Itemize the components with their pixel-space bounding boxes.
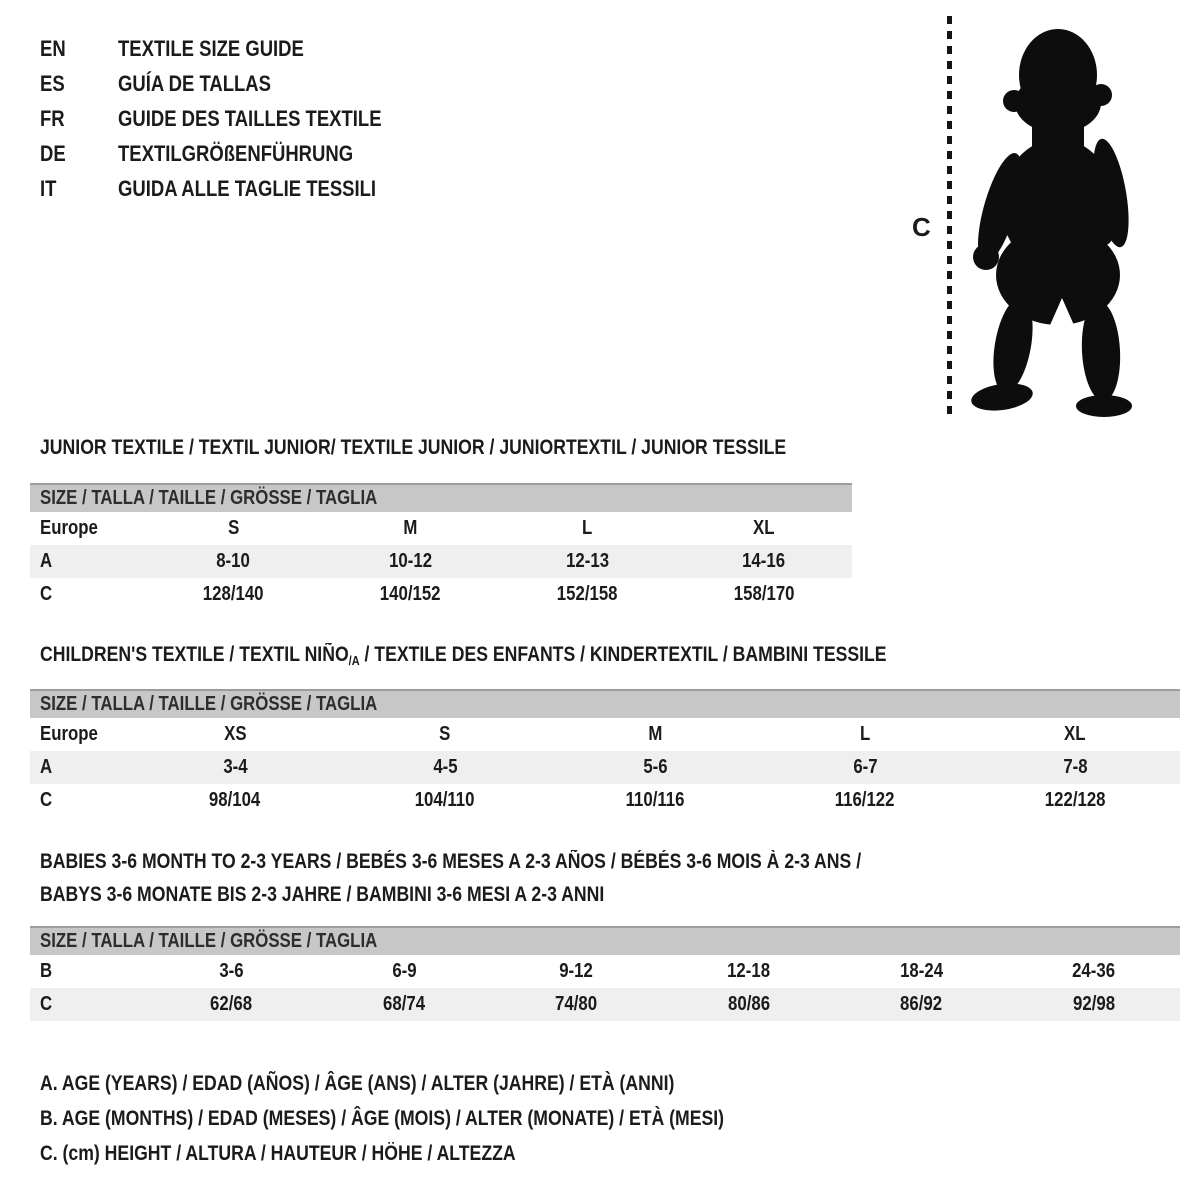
children-row-height [30,784,1180,817]
junior-section-title [40,436,928,460]
lang-label-es: GUÍA DE TALLAS [118,70,271,96]
row-label: A [40,550,53,572]
table-cell: 6-7 [852,756,878,778]
children-row-europe [30,718,1180,751]
children-title-part2: / TEXTILE DES ENFANTS / KINDERTEXTIL / BAMBINI TESSILE [359,643,887,666]
children-title-part1: CHILDREN'S TEXTILE / TEXTIL NIÑO [40,643,349,666]
table-cell: XL [1064,723,1086,745]
legend-line-b-text: B. AGE (MONTHS) / EDAD (MESES) / ÂGE (MOIS) / ALTER (MONATE) / ETÀ (MESI) [40,1107,725,1130]
lang-row-en [40,31,432,66]
junior-row-height [30,578,852,611]
lang-label-en: TEXTILE SIZE GUIDE [118,35,304,61]
table-cell: 86/92 [900,993,943,1015]
children-section-title-text [40,643,887,668]
children-size-header-bar [30,689,1180,718]
junior-table [30,512,852,611]
table-cell: 10-12 [389,550,432,572]
children-table [30,718,1180,817]
table-cell: 24-36 [1072,960,1116,982]
height-measure-label: C [912,212,931,242]
legend-line-a [40,1072,795,1096]
table-cell: 14-16 [742,550,786,572]
table-cell: XS [223,723,247,745]
table-cell: 122/128 [1044,789,1106,811]
table-cell: 9-12 [559,960,594,982]
lang-code-fr: FR [40,105,65,131]
table-cell: L [859,723,871,745]
lang-code-es: ES [40,70,65,96]
legend-line-c [40,1142,606,1166]
junior-row-age [30,545,852,578]
junior-size-header-bar [30,483,852,512]
table-cell: M [403,517,418,539]
table-cell: 6-9 [391,960,417,982]
children-size-header-text: SIZE / TALLA / TAILLE / GRÖSSE / TAGLIA [40,693,378,715]
lang-row-de [40,136,432,171]
table-cell: L [582,517,593,539]
row-label: Europe [40,517,98,539]
legend-line-c-text: C. (cm) HEIGHT / ALTURA / HAUTEUR / HÖHE / ALTEZZA [40,1142,516,1165]
table-cell: 92/98 [1072,993,1116,1015]
table-cell: S [227,517,240,539]
babies-section-title-line1 [40,850,1018,874]
table-cell: M [647,723,662,745]
row-label: B [40,960,53,982]
table-cell: 116/122 [835,789,895,811]
table-cell: 74/80 [555,993,598,1015]
row-label: C [40,789,53,811]
table-cell: 3-4 [222,756,248,778]
junior-section-title-text: JUNIOR TEXTILE / TEXTIL JUNIOR/ TEXTILE JUNIOR / JUNIORTEXTIL / JUNIOR TESSILE [40,436,787,459]
table-cell: 80/86 [727,993,771,1015]
junior-size-header-text: SIZE / TALLA / TAILLE / GRÖSSE / TAGLIA [40,487,378,509]
junior-size-table [30,483,852,611]
junior-row-europe [30,512,852,545]
lang-label-de: TEXTILGRÖßENFÜHRUNG [118,140,354,166]
toddler-silhouette-image [958,15,1143,417]
lang-code-de: DE [40,140,66,166]
lang-code-it: IT [40,175,57,201]
table-cell: 7-8 [1062,756,1088,778]
table-cell: 152/158 [557,583,618,605]
table-cell: 68/74 [382,993,426,1015]
lang-row-es [40,66,432,101]
legend-line-b [40,1107,854,1131]
babies-title-line2-text: BABYS 3-6 MONATE BIS 2-3 JAHRE / BAMBINI 3-6 MESI A 2-3 ANNI [40,883,605,906]
row-label: C [40,583,53,605]
table-cell: 62/68 [210,993,253,1015]
table-cell: 12-13 [566,550,609,572]
table-cell: 8-10 [216,550,251,572]
row-label: A [40,756,53,778]
lang-row-it [40,171,432,206]
children-size-table [30,689,1180,817]
lang-label-it: GUIDA ALLE TAGLIE TESSILI [118,175,377,201]
table-cell: S [439,723,451,745]
babies-row-months [30,955,1180,988]
children-section-title [40,643,1048,668]
table-cell: 3-6 [219,960,244,982]
table-cell: 104/110 [415,789,475,811]
row-label: C [40,993,53,1015]
table-cell: 158/170 [733,583,795,605]
table-cell: 128/140 [203,583,264,605]
children-row-age [30,751,1180,784]
table-cell: 12-18 [727,960,771,982]
legend-line-a-text: A. AGE (YEARS) / EDAD (AÑOS) / ÂGE (ANS) / ALTER (JAHRE) / ETÀ (ANNI) [40,1072,675,1095]
babies-section-title-line2 [40,883,712,907]
row-label: Europe [40,723,98,745]
babies-size-table [30,926,1180,1021]
lang-row-fr [40,101,432,136]
table-cell: 4-5 [432,756,458,778]
table-cell: 98/104 [209,789,261,811]
babies-title-line1-text: BABIES 3-6 MONTH TO 2-3 YEARS / BEBÉS 3-6 MESES A 2-3 AÑOS / BÉBÉS 3-6 MOIS À 2-3 ANS / [40,850,862,873]
table-cell: 140/152 [380,583,441,605]
lang-label-fr: GUIDE DES TAILLES TEXTILE [118,105,382,131]
table-cell: XL [753,517,775,539]
babies-size-header-text: SIZE / TALLA / TAILLE / GRÖSSE / TAGLIA [40,930,378,952]
babies-row-height [30,988,1180,1021]
table-cell: 110/116 [625,789,685,811]
lang-code-en: EN [40,35,66,61]
language-title-list [40,31,432,206]
table-cell: 18-24 [900,960,943,982]
babies-size-header-bar [30,926,1180,955]
babies-table [30,955,1180,1021]
children-title-subscript: /A [348,653,360,668]
table-cell: 5-6 [642,756,668,778]
height-measure-dashed-line [947,16,952,416]
